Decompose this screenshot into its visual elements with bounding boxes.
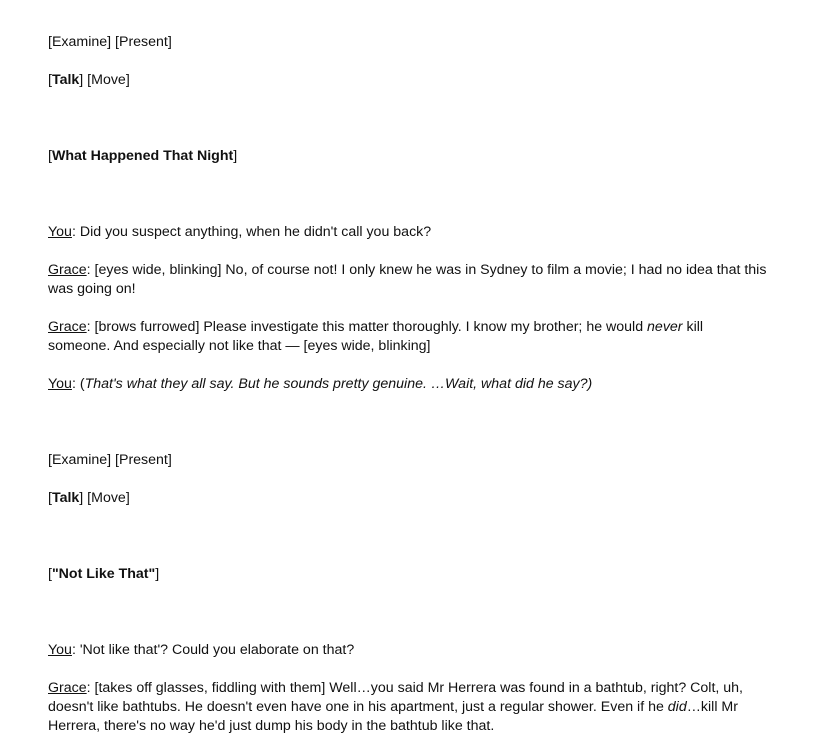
menu-row-talk-move: [Talk] [Move] xyxy=(48,490,130,506)
menu-row-talk-move: [Talk] [Move] xyxy=(48,72,130,88)
dialogue-emphasis: did xyxy=(667,699,687,715)
spacer xyxy=(48,394,768,451)
option-examine[interactable]: Examine xyxy=(51,452,108,468)
speaker-name: Grace xyxy=(48,319,87,335)
spacer xyxy=(48,90,768,147)
option-move[interactable]: Move xyxy=(91,72,126,88)
topic-title: What Happened That Night xyxy=(51,148,234,164)
spacer xyxy=(48,470,768,489)
dialogue-text: : ( xyxy=(71,376,85,392)
topic-title: "Not Like That" xyxy=(51,566,156,582)
dialogue-text: : [takes off glasses, fiddling with them] Well…you said Mr Herrera was found in a bathtub, right? Colt, uh, doesn't like bathtubs. He doesn't even have one in his apartment, just a regular shower. Even if he xyxy=(48,680,743,715)
document-body xyxy=(48,33,768,736)
spacer xyxy=(48,299,768,318)
spacer xyxy=(48,356,768,375)
dialogue-emphasis: never xyxy=(647,319,683,335)
dialogue-line xyxy=(48,679,768,736)
dialogue-text: : 'Not like that'? Could you elaborate on that? xyxy=(71,642,355,658)
option-present[interactable]: Present xyxy=(118,34,168,50)
dialogue-line xyxy=(48,375,768,394)
option-talk[interactable]: Talk xyxy=(51,72,80,88)
menu-row-examine-present: [Examine] [Present] xyxy=(48,452,172,468)
dialogue-thought: That's what they all say. But he sounds pretty genuine. …Wait, what did he say?) xyxy=(84,376,593,392)
spacer xyxy=(48,660,768,679)
spacer xyxy=(48,166,768,223)
option-talk[interactable]: Talk xyxy=(51,490,80,506)
dialogue-line xyxy=(48,641,768,660)
spacer xyxy=(48,52,768,71)
dialogue-line xyxy=(48,223,768,242)
speaker-name: You xyxy=(48,376,72,392)
menu-row-examine-present: [Examine] [Present] xyxy=(48,34,172,50)
dialogue-text: kill someone. And especially not like that — [eyes wide, blinking] xyxy=(48,319,704,354)
dialogue-text: : [eyes wide, blinking] No, of course not! I only knew he was in Sydney to film a movie; I had no idea that this was going on! xyxy=(48,262,767,297)
speaker-name: You xyxy=(48,642,72,658)
dialogue-text: …kill Mr Herrera, there's no way he'd just dump his body in the bathtub like that. xyxy=(48,699,738,734)
speaker-name: Grace xyxy=(48,262,87,278)
topic-heading: ["Not Like That"] xyxy=(48,566,160,582)
speaker-name: Grace xyxy=(48,680,87,696)
option-examine[interactable]: Examine xyxy=(51,34,108,50)
topic-heading: [What Happened That Night] xyxy=(48,148,238,164)
dialogue-text: : Did you suspect anything, when he didn't call you back? xyxy=(71,224,432,240)
option-move[interactable]: Move xyxy=(91,490,126,506)
spacer xyxy=(48,584,768,641)
dialogue-line xyxy=(48,261,768,299)
dialogue-text: : [brows furrowed] Please investigate this matter thoroughly. I know my brother; he would xyxy=(86,319,648,335)
option-present[interactable]: Present xyxy=(118,452,168,468)
dialogue-line xyxy=(48,318,768,356)
speaker-name: You xyxy=(48,224,72,240)
spacer xyxy=(48,242,768,261)
spacer xyxy=(48,508,768,565)
